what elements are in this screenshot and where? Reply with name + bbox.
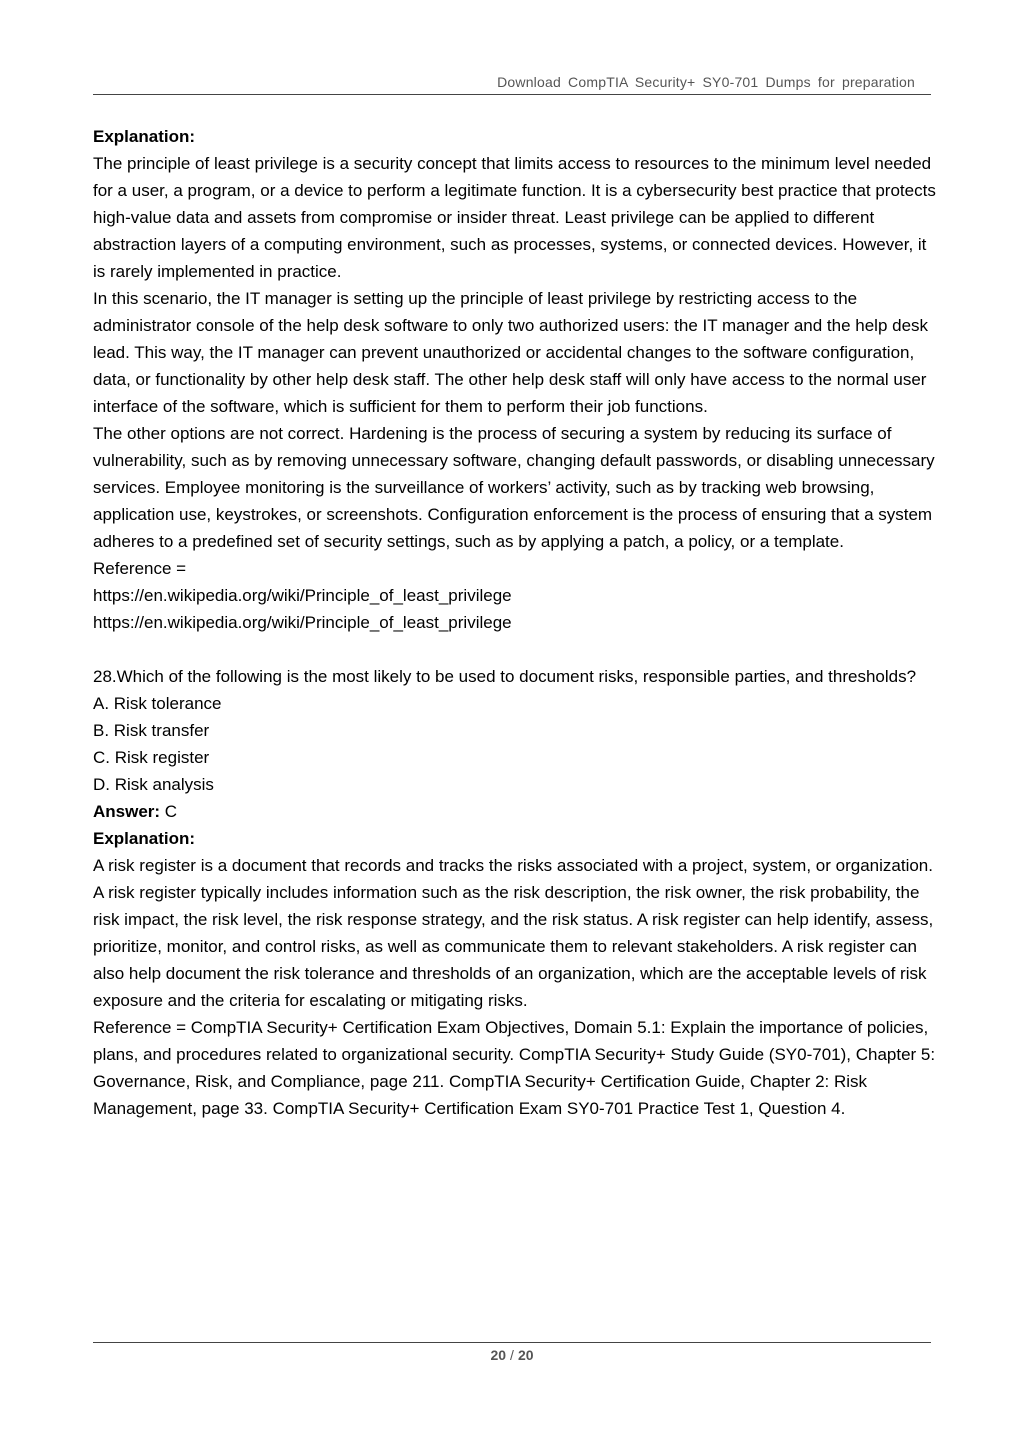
answer-value: C [160, 802, 178, 821]
reference-url: https://en.wikipedia.org/wiki/Principle_of_least_privilege [93, 586, 512, 605]
answer-option: B. Risk transfer [93, 721, 210, 740]
question-text: 28.Which of the following is the most likely to be used to document risks, responsible parties, and thresholds? [93, 667, 917, 686]
explanation-paragraph: A risk register is a document that records and tracks the risks associated with a project, system, or organization. A risk register typically includes information such as the risk description, the risk owner, the risk probability, the risk impact, the risk level, the risk response strategy, and the risk status. A risk register can help identify, assess, prioritize, monitor, and control risks, as well as communicate them to relevant stakeholders. A risk register can also help document the risk tolerance and thresholds of an organization, which are the acceptable levels of risk exposure and the criteria for escalating or mitigating risks. [93, 856, 934, 1010]
answer-option: C. Risk register [93, 748, 210, 767]
answer-label: Answer: [93, 802, 161, 821]
page-content [93, 123, 938, 1122]
answer-option: D. Risk analysis [93, 775, 214, 794]
reference-paragraph: Reference = CompTIA Security+ Certification Exam Objectives, Domain 5.1: Explain the importance of policies, plans, and procedures related to organizational security. CompTIA Security+ Study Guide (SY0-701), Chapter 5: Governance, Risk, and Compliance, page 211. CompTIA Security+ Certification Guide, Chapter 2: Risk Management, page 33. CompTIA Security+ Certification Exam SY0-701 Practice Test 1, Question 4. [93, 1018, 936, 1118]
explanation-paragraph: The other options are not correct. Hardening is the process of securing a system by reducing its surface of vulnerability, such as by removing unnecessary software, changing default passwords, or disabling unnecessary services. Employee monitoring is the surveillance of workers’ activity, such as by tracking web browsing, application use, keystrokes, or screenshots. Configuration enforcement is the process of ensuring that a system adheres to a predefined set of security settings, such as by applying a patch, a policy, or a template. [93, 424, 935, 551]
page-footer [93, 1342, 931, 1363]
total-pages: 20 [517, 1347, 534, 1363]
answer-line [93, 798, 938, 825]
page-separator: / [510, 1347, 514, 1363]
explanation-heading: Explanation: [93, 127, 196, 146]
reference-label: Reference = [93, 559, 187, 578]
explanation-heading: Explanation: [93, 829, 196, 848]
answer-option: A. Risk tolerance [93, 694, 222, 713]
reference-url: https://en.wikipedia.org/wiki/Principle_of_least_privilege [93, 613, 512, 632]
page-number [93, 1347, 931, 1363]
section-spacer [93, 636, 938, 663]
explanation-paragraph: The principle of least privilege is a security concept that limits access to resources to the minimum level needed for a user, a program, or a device to perform a legitimate function. It is a cybersecurity best practice that protects high-value data and assets from compromise or insider threat. Least privilege can be applied to different abstraction layers of a computing environment, such as processes, systems, or connected devices. However, it is rarely implemented in practice. [93, 154, 936, 281]
current-page: 20 [490, 1347, 507, 1363]
explanation-paragraph: In this scenario, the IT manager is setting up the principle of least privilege by restricting access to the administrator console of the help desk software to only two authorized users: the IT manager and the help desk lead. This way, the IT manager can prevent unauthorized or accidental changes to the software configuration, data, or functionality by other help desk staff. The other help desk staff will only have access to the normal user interface of the software, which is sufficient for them to perform their job functions. [93, 289, 929, 416]
page-header [93, 70, 931, 95]
header-title: Download CompTIA Security+ SY0-701 Dumps for preparation [497, 74, 915, 90]
